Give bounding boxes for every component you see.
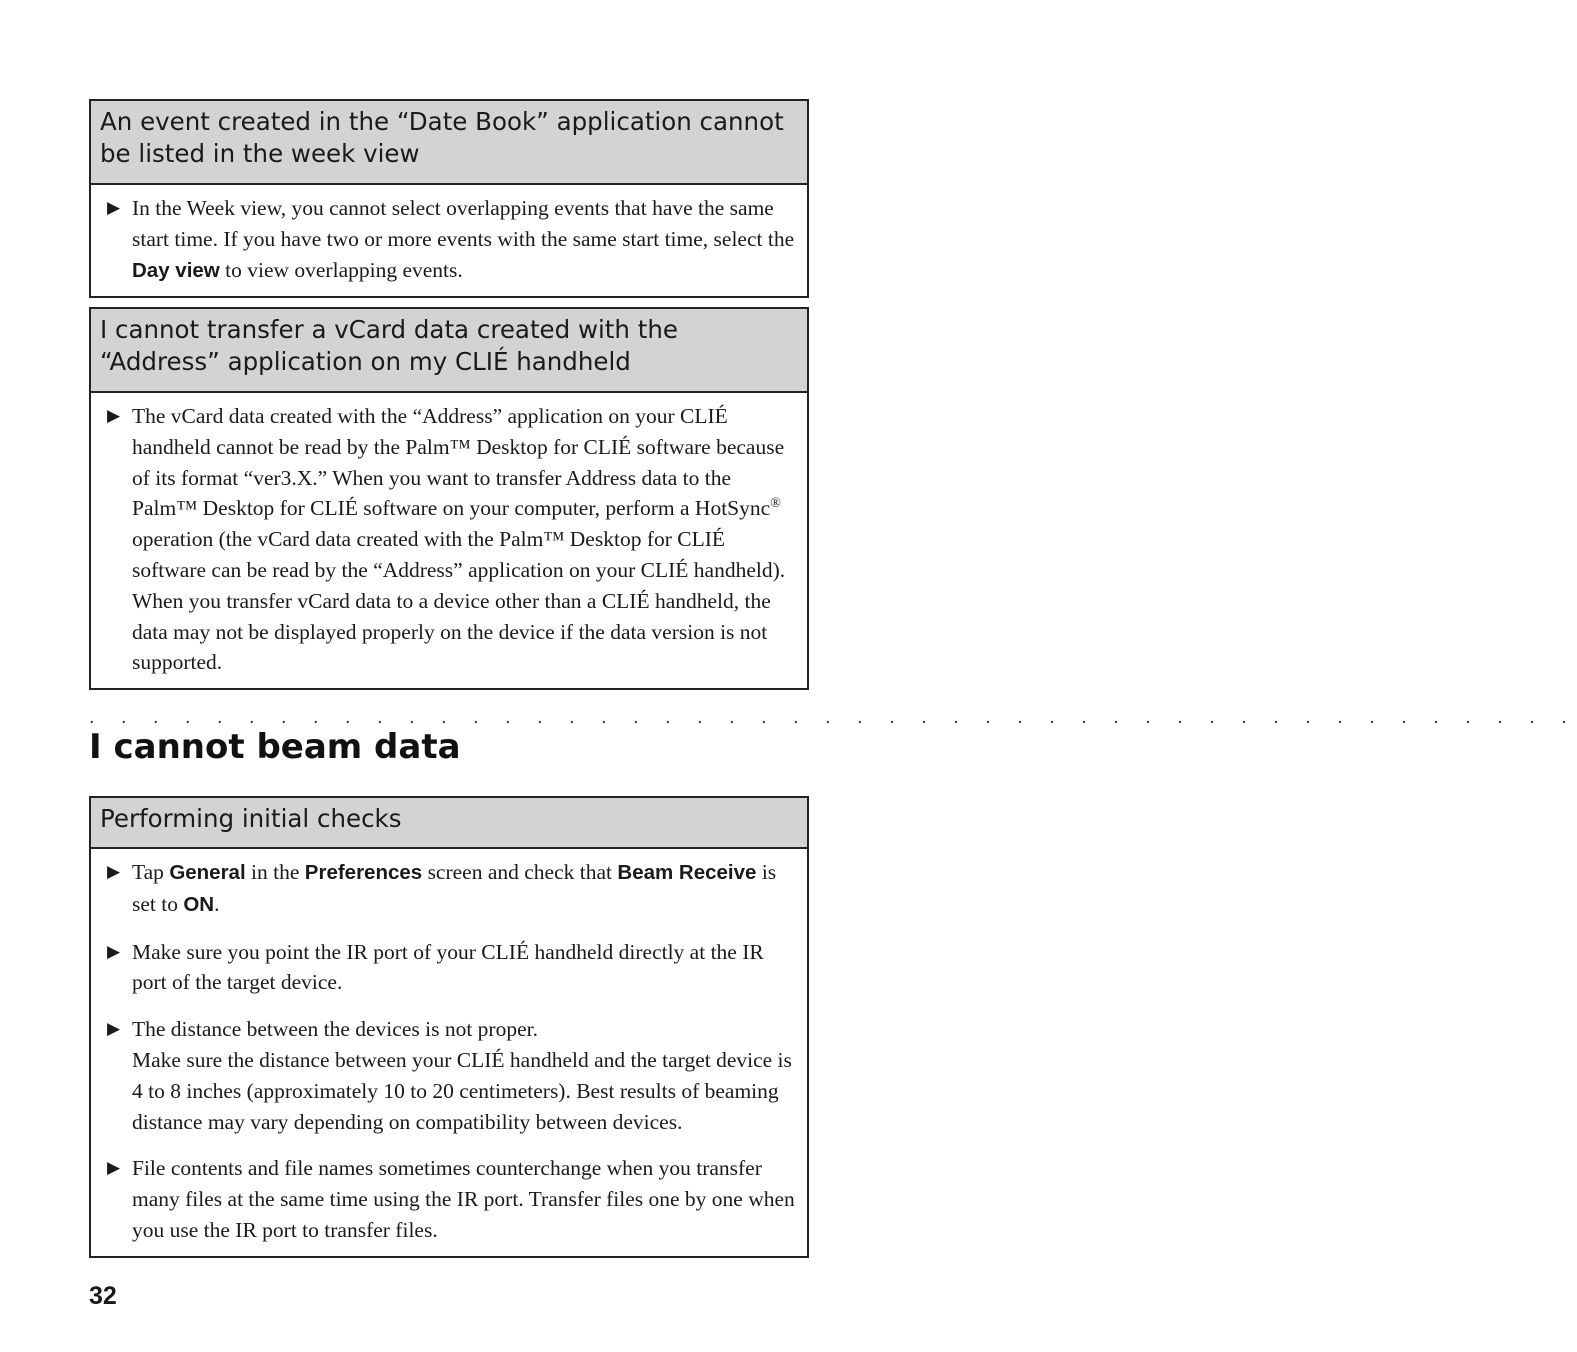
box-body	[91, 849, 807, 1256]
box-heading: I cannot transfer a vCard data created with the “Address” application on my CLIÉ handheld	[91, 309, 807, 393]
bullet-arrow-icon: ▶	[107, 1158, 121, 1179]
ui-term-on: ON	[183, 892, 215, 916]
bullet-item: ▶ In the Week view, you cannot select overlapping events that have the same start time. If you have two or more events with the same start time, select the Day view to view overlapping events.	[105, 193, 797, 286]
bullet-arrow-icon: ▶	[107, 198, 121, 218]
troubleshoot-box-week-view	[89, 99, 809, 298]
ui-term-day-view: Day view	[132, 258, 220, 282]
troubleshoot-box-initial-checks	[89, 796, 809, 1258]
bullet-item: ▶ File contents and file names sometimes counterchange when you transfer many files at the same time using the IR port. Transfer files one by one when you use the IR port to transfer files.	[105, 1153, 797, 1245]
bullet-item: ▶ Make sure you point the IR port of your CLIÉ handheld directly at the IR port of the target device.	[105, 937, 797, 999]
bullet-arrow-icon: ▶	[107, 941, 121, 962]
ui-term-general: General	[169, 861, 246, 884]
ui-term-preferences: Preferences	[304, 861, 423, 884]
section-title: I cannot beam data	[89, 727, 461, 767]
dotted-divider: . . . . . . . . . . . . . . . . . . . . . . . . . . . . . . . . . . . . . . . . . . . . . . .	[89, 708, 1577, 728]
bullet-arrow-icon: ▶	[107, 862, 121, 882]
registered-mark: ®	[770, 496, 781, 512]
bullet-item: ▶ The vCard data created with the “Address” application on your CLIÉ handheld cannot be read by the Palm™ Desktop for CLIÉ software because of its format “ver3.X.” When you want to transfer Address data to the Palm™ Desktop for CLIÉ software on your computer, perform a HotSync® operation (the vCard data created with the Palm™ Desktop for CLIÉ software can be read by the “Address” application on your CLIÉ handheld). When you transfer vCard data to a device other than a CLIÉ handheld, the data may not be displayed properly on the device if the data version is not supported.	[105, 401, 797, 678]
box-body	[91, 185, 807, 296]
troubleshoot-box-vcard	[89, 307, 809, 690]
bullet-arrow-icon: ▶	[107, 406, 121, 426]
bullet-item: ▶ The distance between the devices is not proper. Make sure the distance between your CLIÉ handheld and the target device is 4 to 8 inches (approximately 10 to 20 centimeters). Best results of beaming distance may vary depending on compatibility between devices.	[105, 1014, 797, 1137]
ui-term-beam-receive: Beam Receive	[617, 861, 757, 884]
box-heading: Performing initial checks	[91, 798, 807, 849]
bullet-arrow-icon: ▶	[107, 1019, 121, 1040]
box-heading: An event created in the “Date Book” application cannot be listed in the week view	[91, 101, 807, 185]
bullet-item: ▶ Tap General in the Preferences screen and check that Beam Receive is set to ON.	[105, 857, 797, 921]
page-number: 32	[89, 1282, 117, 1310]
box-body	[91, 393, 807, 688]
